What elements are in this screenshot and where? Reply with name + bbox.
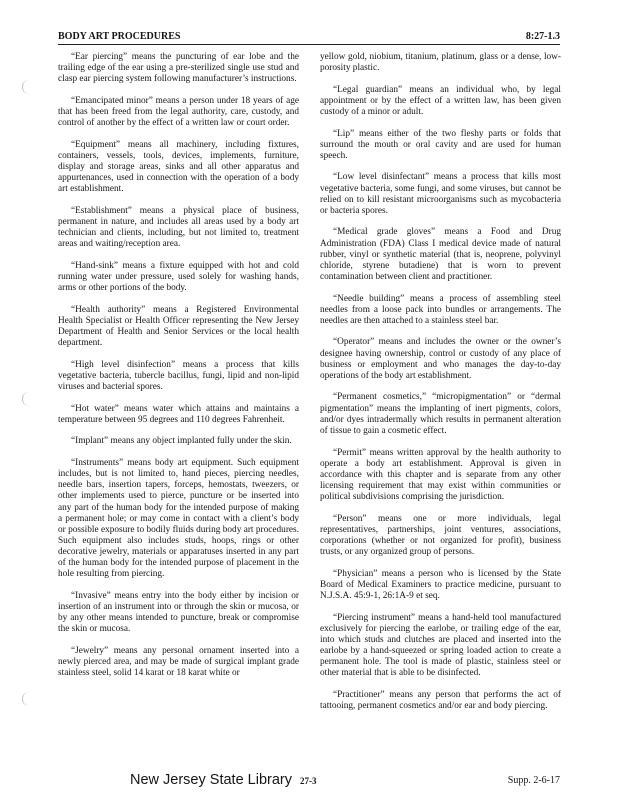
definition-health-authority: “Health authority” means a Registered Environmental Health Specialist or Health Officer representing the New Jersey Department of Health and Senior Services or the local health department. <box>58 304 299 349</box>
definition-medical-grade-gloves: “Medical grade gloves” means a Food and Drug Administration (FDA) Class I medical device made of natural rubber, vinyl or synthetic material (that is, neoprene, polyvinyl chloride, styrene butadiene) that is worn to prevent contamination between client and practitioner. <box>320 227 561 283</box>
library-watermark: New Jersey State Library <box>130 772 292 788</box>
chapter-title: BODY ART PROCEDURES <box>58 31 181 42</box>
definition-permit: “Permit” means written approval by the health authority to operate a body art establishment. Approval is given in accordance with this chapter and is separate from any other licensing requirement that may exist within communities or political subdivisions comprising the jurisdiction. <box>320 447 561 503</box>
binding-mark <box>22 692 37 706</box>
page-footer <box>0 772 618 792</box>
definition-emancipated-minor: “Emancipated minor” means a person under 18 years of age that has been freed from the legal authority, care, custody, and control of another by the effect of a written law or court order. <box>58 95 299 129</box>
definition-needle-building: “Needle building” means a process of assembling steel needles from a loose pack into bundles or arrangements. The needles are then attached to a stainless steel bar. <box>320 293 561 326</box>
binding-mark <box>22 80 37 94</box>
definition-person: “Person” means one or more individuals, legal representatives, partnerships, joint ventures, associations, corporations (whether or not organized for profit), business trusts, or any organized group of persons. <box>320 513 561 558</box>
right-column <box>320 52 561 723</box>
left-column <box>58 52 299 690</box>
page-number: 27-3 <box>300 776 317 786</box>
definition-piercing-instrument: “Piercing instrument” means a hand-held tool manufactured exclusively for piercing the earlobe, or trailing edge of the ear, into which studs and clutches are placed and inserted into the earlobe by a hand-squeezed or spring loaded action to create a permanent hole. The tool is made of plastic, stainless steel or other material that is able to be disinfected. <box>320 612 561 679</box>
definition-ear-piercing: “Ear piercing” means the puncturing of ear lobe and the trailing edge of the ear using a pre-sterilized single use stud and clasp ear piercing system following manufacturer’s instructions. <box>58 52 299 85</box>
definition-physician: “Physician” means a person who is licensed by the State Board of Medical Examiners to practice medicine, pursuant to N.J.S.A. 45:9-1, 26:1A-9 et seq. <box>320 568 561 601</box>
definition-high-level-disinfection: “High level disinfection” means a process that kills vegetative bacteria, tubercle bacillus, fungi, lipid and non-lipid viruses and bacterial spores. <box>58 359 299 393</box>
definition-lip: “Lip” means either of the two fleshy parts or folds that surround the mouth or oral cavity and are used for human speech. <box>320 128 561 161</box>
definition-practitioner: “Practitioner” means any person that performs the act of tattooing, permanent cosmetics and/or ear and body piercing. <box>320 689 561 712</box>
definition-permanent-cosmetics: “Permanent cosmetics,” “micropigmentation” or “dermal pigmentation” means the implanting of inert pigments, colors, and/or dyes intradermally which results in permanent alteration of tissue to gain a cosmetic effect. <box>320 392 561 436</box>
definition-operator: “Operator” means and includes the owner or the owner’s designee having ownership, control or custody of any place of business or employment and who manages the day-to-day operations of the body art establishment. <box>320 337 561 381</box>
definition-low-level-disinfectant: “Low level disinfectant” means a process that kills most vegetative bacteria, some fungi, and some viruses, but cannot be relied on to kill resistant microorganisms such as mycobacteria or bacteria spores. <box>320 172 561 216</box>
definition-hand-sink: “Hand-sink” means a fixture equipped with hot and cold running water under pressure, used solely for washing hands, arms or other portions of the body. <box>58 260 299 294</box>
definition-legal-guardian: “Legal guardian” means an individual who, by legal appointment or by the effect of a written law, has been given custody of a minor or adult. <box>320 84 561 118</box>
definition-jewelry: “Jewelry” means any personal ornament inserted into a newly pierced area, and may be made of surgical implant grade stainless steel, solid 14 karat or 18 karat white or <box>58 646 299 679</box>
definition-jewelry-continued: yellow gold, niobium, titanium, platinum, glass or a dense, low-porosity plastic. <box>320 52 561 74</box>
supplement-date: Supp. 2-6-17 <box>507 775 560 786</box>
definition-implant: “Implant” means any object implanted fully under the skin. <box>71 436 292 447</box>
section-code: 8:27-1.3 <box>525 31 560 42</box>
definition-hot-water: “Hot water” means water which attains and maintains a temperature between 95 degrees and 110 degrees Fahrenheit. <box>58 403 299 425</box>
running-header <box>58 30 560 45</box>
definition-instruments: “Instruments” means body art equipment. Such equipment includes, but is not limited to, hand pieces, piercing needles, needle bars, insertion tapers, forceps, hemostats, tweezers, or other implements used to pierce, puncture or be inserted into any part of the human body for the intended purpose of making a permanent hole; or may come in contact with a client’s body or possible exposure to bodily fluids during body art procedures. Such equipment also includes studs, hoops, rings or other decorative jewelry, materials or apparatuses inserted in any part of the human body for the intended purpose of placement in the hole resulting from piercing. <box>58 457 299 580</box>
definition-establishment: “Establishment” means a physical place of business, permanent in nature, and includes all areas used by a body art technician and clients, including, but not limited to, treatment areas and waiting/reception area. <box>58 205 299 250</box>
binding-mark <box>22 392 37 406</box>
definition-equipment: “Equipment” means all machinery, including fixtures, containers, vessels, tools, devices, implements, furniture, display and storage areas, sinks and all other apparatus and appurtenances, used in connection with the operation of a body art establishment. <box>58 139 299 195</box>
definition-invasive: “Invasive” means entry into the body either by incision or insertion of an instrument into or through the skin or mucosa, or by any other means intended to puncture, break or compromise the skin or mucosa. <box>58 591 299 635</box>
